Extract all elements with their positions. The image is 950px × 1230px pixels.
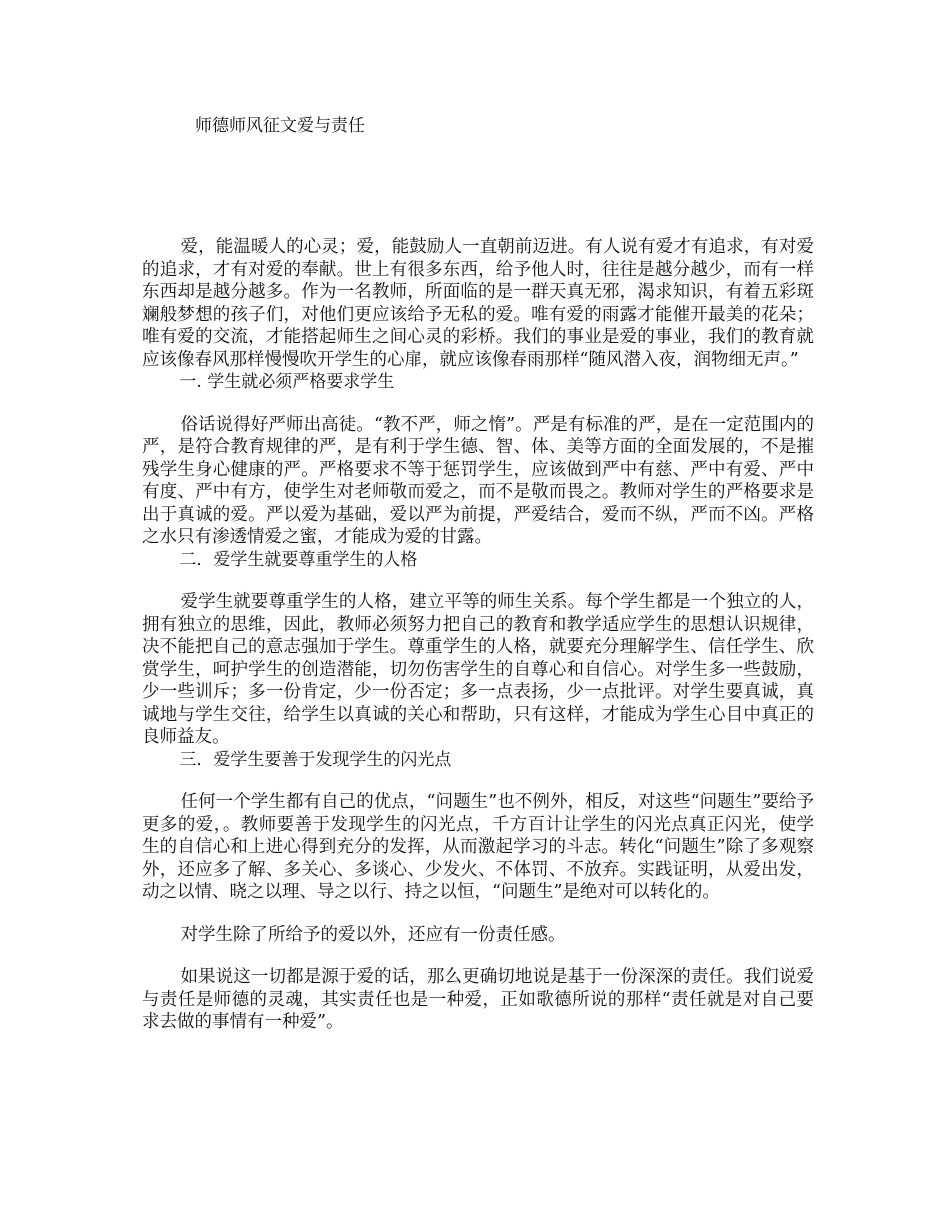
document-body <box>142 236 814 1034</box>
document-title: 师德师风征文爱与责任 <box>195 116 365 136</box>
responsibility-paragraph: 对学生除了所给予的爱以外，还应有一份责任感。 <box>180 924 566 945</box>
intro-paragraph: 爱，能温暖人的心灵；爱，能鼓励人一直朝前迈进。有人说有爱才有追求，有对爱的追求，才有对爱的奉献。世上有很多东西，给予他人时，往往是越分越少，而有一样东西却是越分越多。作为一名教师，所面临的是一群天真无邪，渴求知识，有着五彩斑斓般梦想的孩子们，对他们更应该给予无私的爱。唯有爱的雨露才能催开最美的花朵；唯有爱的交流，才能搭起师生之间心灵的彩桥。我们的事业是爱的事业，我们的教育就应该像春风那样慢慢吹开学生的心扉，就应该像春雨那样“随风潜入夜，润物细无声。” <box>142 237 814 370</box>
closing-paragraph: 如果说这一切都是源于爱的话，那么更确切地说是基于一份深深的责任。我们说爱与责任是师德的灵魂，其实责任也是一种爱，正如歌德所说的那样“责任就是对自己要求去做的事情有一种爱”。 <box>142 967 814 1032</box>
section-3-paragraph: 任何一个学生都有自己的优点，“问题生”也不例外，相反，对这些“问题生”要给予更多的爱，。教师要善于发现学生的闪光点，千方百计让学生的闪光点真正闪光，使学生的自信心和上进心得到充分的发挥，从而激起学习的斗志。转化“问题生”除了多观察外，还应多了解、多关心、多谈心、少发火、不体罚、不放弃。实践证明，从爱出发，动之以情、晓之以理、导之以行、持之以恒，“问题生”是绝对可以转化的。 <box>142 792 814 902</box>
section-1-paragraph: 俗话说得好严师出高徒。“教不严，师之惰”。严是有标准的严，是在一定范围内的严，是符合教育规律的严，是有利于学生德、智、体、美等方面的全面发展的，不是摧残学生身心健康的严。严格要求不等于惩罚学生，应该做到严中有慈、严中有爱、严中有度、严中有方，使学生对老师敬而爱之，而不是敬而畏之。教师对学生的严格要求是出于真诚的爱。严以爱为基础，爱以严为前提，严爱结合，爱而不纵，严而不凶。严格之水只有渗透情爱之蜜，才能成为爱的甘露。 <box>142 414 814 547</box>
section-heading-2: 二．爱学生就要尊重学生的人格 <box>179 549 418 570</box>
section-heading-3: 三．爱学生要善于发现学生的闪光点 <box>179 749 452 770</box>
section-2-paragraph: 爱学生就要尊重学生的人格，建立平等的师生关系。每个学生都是一个独立的人，拥有独立的思维，因此，教师必须努力把自己的教育和教学适应学生的思想认识规律，决不能把自己的意志强加于学生。尊重学生的人格，就要充分理解学生、信任学生、欣赏学生，呵护学生的创造潜能，切勿伤害学生的自尊心和自信心。对学生多一些鼓励，少一些训斥；多一份肯定，少一份否定；多一点表扬，少一点批评。对学生要真诚，真诚地与学生交往，给学生以真诚的关心和帮助，只有这样，才能成为学生心目中真正的良师益友。 <box>142 592 814 747</box>
section-heading-1: 一. 学生就必须严格要求学生 <box>179 372 395 392</box>
